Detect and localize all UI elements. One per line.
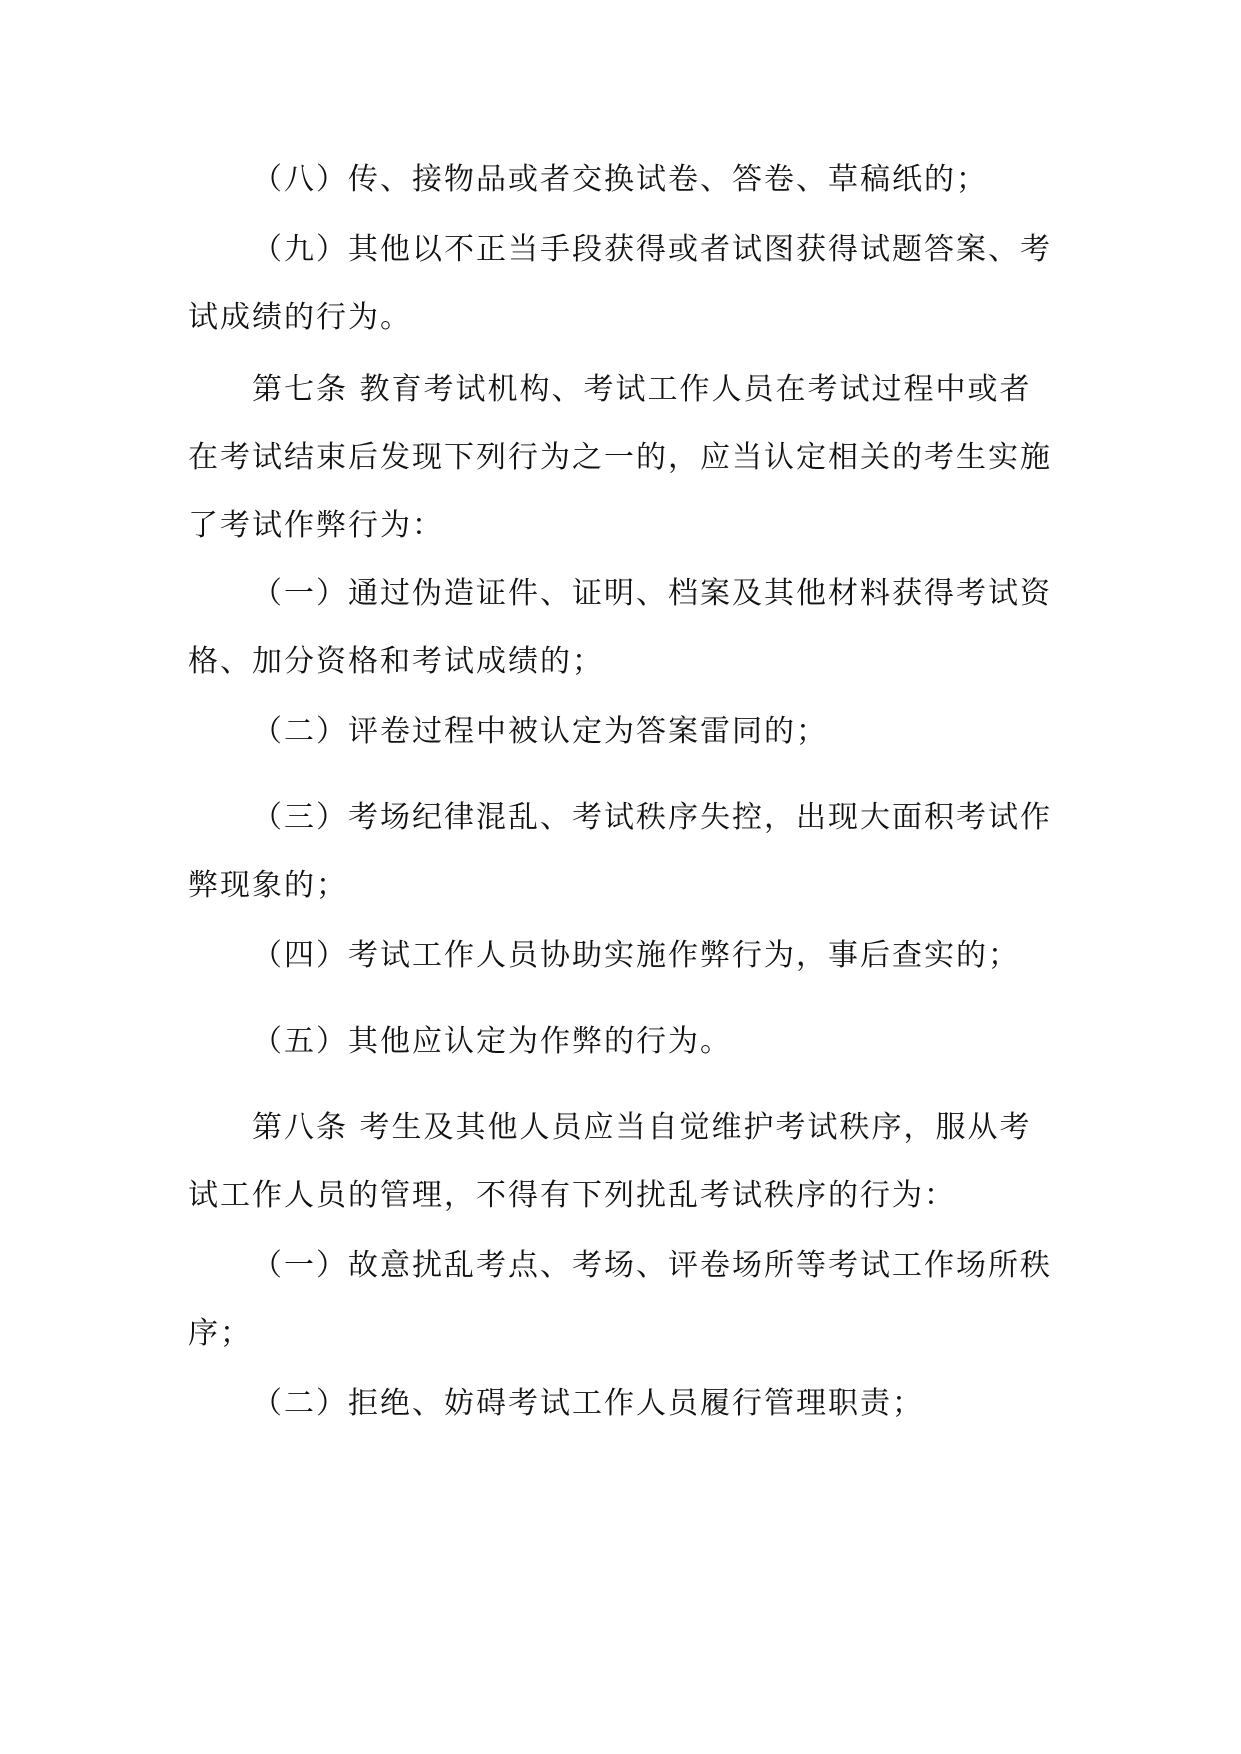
article-7-paragraph: 第七条 教育考试机构、考试工作人员在考试过程中或者在考试结束后发现下列行为之一的，应当认定相关的考生实施了考试作弊行为： bbox=[188, 372, 1052, 543]
paragraph-item-8: （八）传、接物品或者交换试卷、答卷、草稿纸的； bbox=[252, 162, 988, 197]
article-7-item-4: （四）考试工作人员协助实施作弊行为，事后查实的； bbox=[252, 938, 1020, 973]
article-7-item-2: （二）评卷过程中被认定为答案雷同的； bbox=[252, 714, 828, 749]
paragraph-item-9: （九）其他以不正当手段获得或者试图获得试题答案、考试成绩的行为。 bbox=[188, 232, 1052, 335]
article-8-item-1: （一）故意扰乱考点、考场、评卷场所等考试工作场所秩序； bbox=[188, 1248, 1052, 1351]
article-7-item-3: （三）考场纪律混乱、考试秩序失控，出现大面积考试作弊现象的； bbox=[188, 800, 1052, 903]
article-8-item-2: （二）拒绝、妨碍考试工作人员履行管理职责； bbox=[252, 1386, 924, 1421]
article-7-item-5: （五）其他应认定为作弊的行为。 bbox=[252, 1024, 732, 1059]
article-8-paragraph: 第八条 考生及其他人员应当自觉维护考试秩序，服从考试工作人员的管理，不得有下列扰乱考试秩序的行为： bbox=[188, 1110, 1032, 1213]
article-7-item-1: （一）通过伪造证件、证明、档案及其他材料获得考试资格、加分资格和考试成绩的； bbox=[188, 576, 1052, 679]
